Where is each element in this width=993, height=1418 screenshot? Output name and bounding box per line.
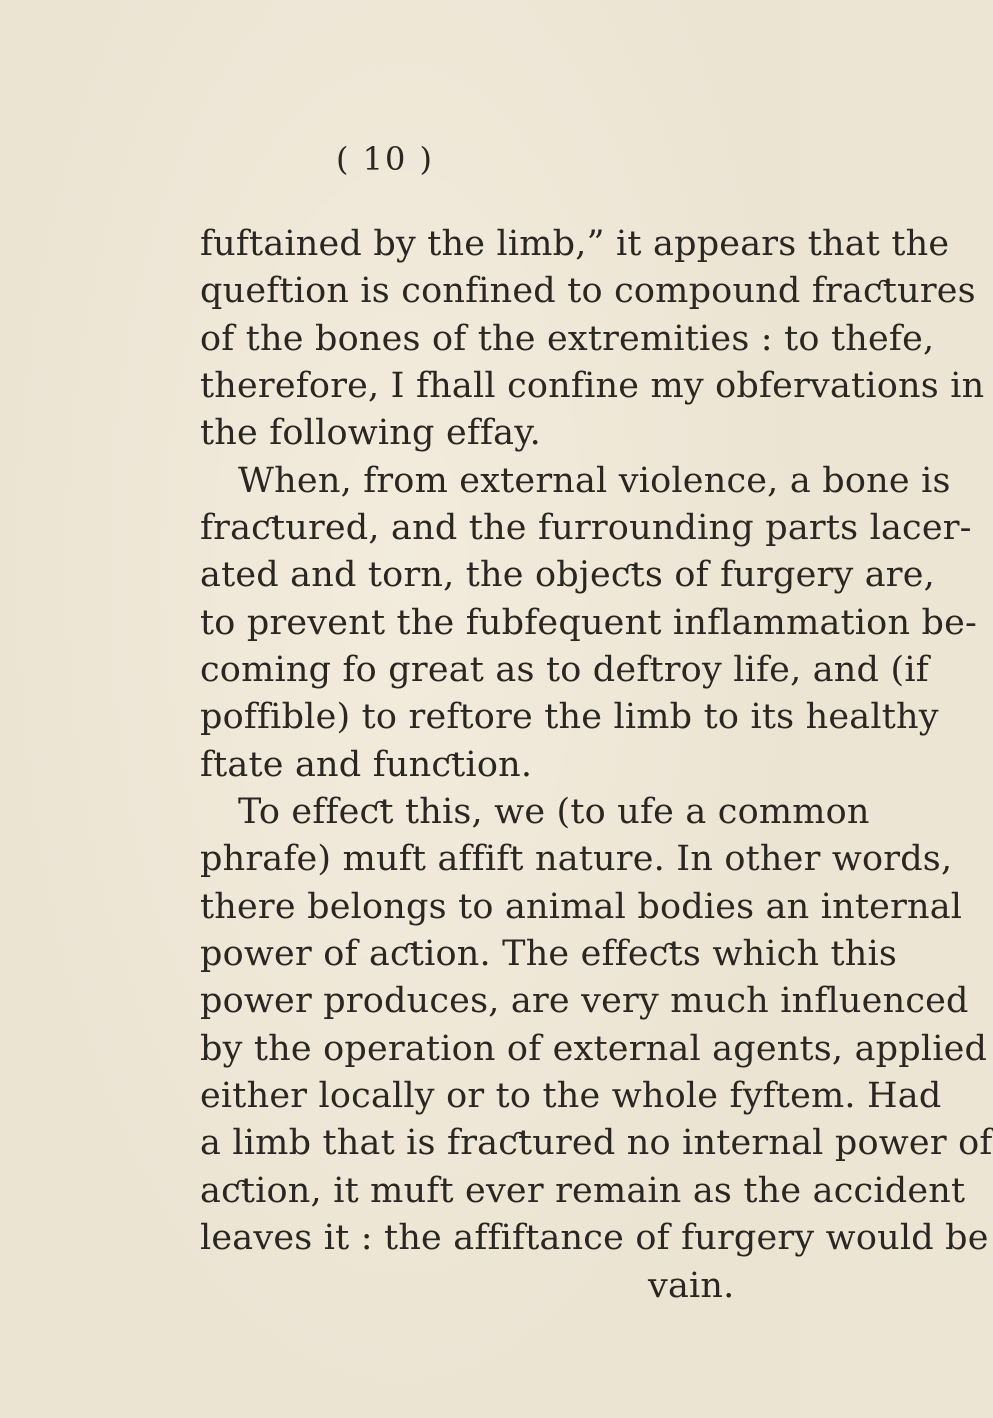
page-number: ( 10 ) — [335, 140, 435, 178]
text-line: fraƈtured, and the furrounding parts lacer- — [200, 508, 972, 548]
catchword: vain. — [648, 1266, 735, 1306]
text-line: there belongs to animal bodies an internal — [200, 887, 963, 927]
text-line: ated and torn, the objeƈts of furgery are, — [200, 555, 935, 595]
text-line: by the operation of external agents, applied — [200, 1029, 988, 1069]
text-line: power of aƈtion. The effeƈts which this — [200, 934, 898, 974]
text-line: queftion is confined to compound fraƈtures — [200, 271, 976, 311]
text-line: coming fo great as to deftroy life, and (if — [200, 650, 929, 690]
text-line: phrafe) muft affift nature. In other words, — [200, 839, 953, 879]
text-line: either locally or to the whole fyftem. Had — [200, 1076, 942, 1116]
text-line: aƈtion, it muft ever remain as the accident — [200, 1171, 966, 1211]
paragraph-first-line: When, from external violence, a bone is — [238, 461, 951, 501]
text-line: poffible) to reftore the limb to its healthy — [200, 697, 939, 737]
paragraph-first-line: To effeƈt this, we (to ufe a common — [238, 792, 870, 832]
text-line: of the bones of the extremities : to thefe, — [200, 319, 935, 359]
text-line: to prevent the fubfequent inflammation be- — [200, 603, 978, 643]
text-line: fuftained by the limb,” it appears that the — [200, 224, 950, 264]
text-line: power produces, are very much influenced — [200, 981, 969, 1021]
text-line: ftate and funƈtion. — [200, 745, 533, 785]
text-line: the following effay. — [200, 413, 541, 453]
text-line: therefore, I fhall confine my obfervations in — [200, 366, 985, 406]
text-line: a limb that is fraƈtured no internal power of — [200, 1123, 993, 1163]
text-line: leaves it : the affiftance of furgery would be — [200, 1218, 989, 1258]
